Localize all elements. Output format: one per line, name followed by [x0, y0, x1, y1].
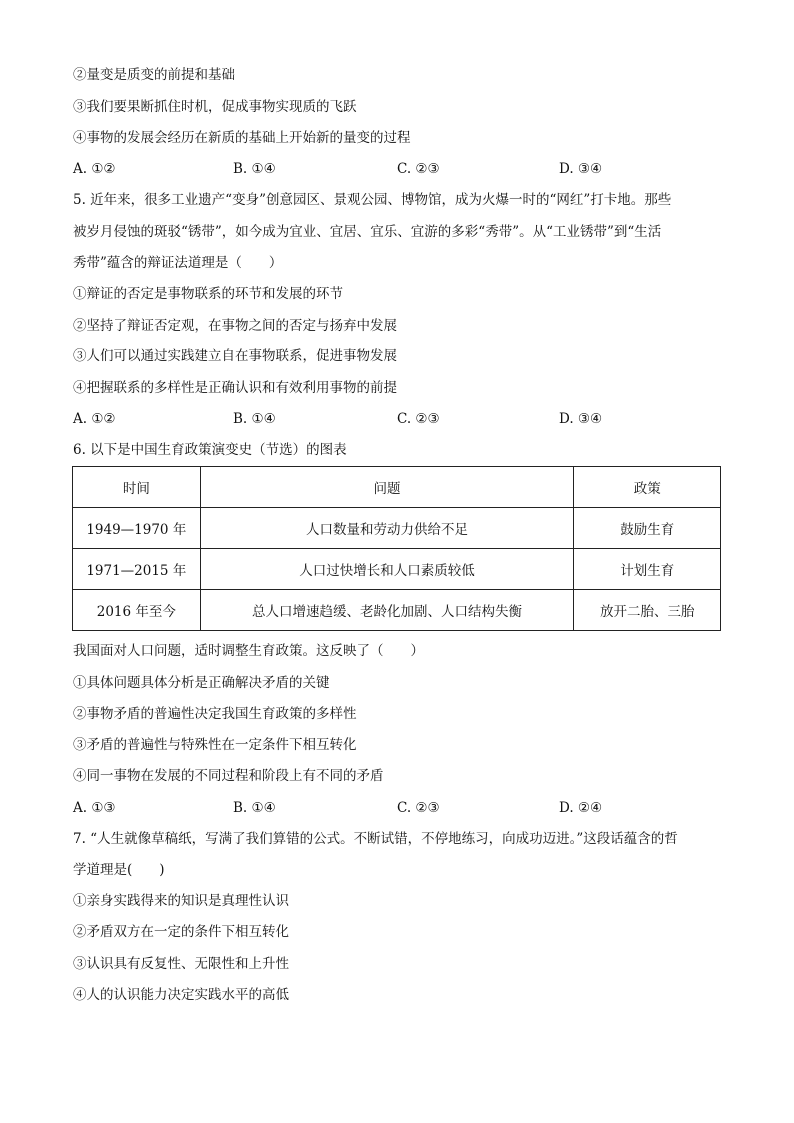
q7-statement-3: ③认识具有反复性、无限性和上升性 [73, 956, 289, 972]
q5-stem-line-3: 秀带”蕴含的辩证法道理是（ ） [73, 255, 283, 271]
q6-statement-2: ②事物矛盾的普遍性决定我国生育政策的多样性 [73, 706, 357, 722]
q5-option-d[interactable]: D. ③④ [559, 411, 603, 427]
q6-option-c[interactable]: C. ②③ [397, 800, 440, 816]
q7-stem-line-1: 7. “人生就像草稿纸，写满了我们算错的公式。不断试错，不停地练习，向成功迈进。”这段话蕴含的哲 [73, 831, 678, 847]
policy-table [72, 466, 721, 631]
table-cell-policy: 放开二胎、三胎 [574, 590, 721, 631]
q6-option-a[interactable]: A. ①③ [73, 800, 116, 816]
q5-statement-1: ①辩证的否定是事物联系的环节和发展的环节 [73, 286, 343, 302]
table-cell-policy: 计划生育 [574, 549, 721, 590]
q5-stem-line-1: 5. 近年来，很多工业遗产“变身”创意园区、景观公园、博物馆，成为火爆一时的“网红”打卡地。那些 [73, 192, 672, 208]
table-header-policy: 政策 [574, 467, 721, 508]
q5-stem-line-2: 被岁月侵蚀的斑驳“锈带”，如今成为宜业、宜居、宜乐、宜游的多彩“秀带”。从“工业锈带”到“生活 [73, 224, 662, 240]
q5-statement-3: ③人们可以通过实践建立自在事物联系，促进事物发展 [73, 348, 397, 364]
q5-statement-2: ②坚持了辩证否定观，在事物之间的否定与扬弃中发展 [73, 318, 397, 334]
q7-statement-4: ④人的认识能力决定实践水平的高低 [73, 987, 289, 1003]
q6-follow-text: 我国面对人口问题，适时调整生育政策。这反映了（ ） [73, 643, 424, 659]
q4-statement-2: ②量变是质变的前提和基础 [73, 67, 235, 83]
q6-statement-3: ③矛盾的普遍性与特殊性在一定条件下相互转化 [73, 737, 357, 753]
table-header-time: 时间 [73, 467, 201, 508]
table-row [73, 549, 721, 590]
table-row [73, 508, 721, 549]
table-cell-problem: 人口数量和劳动力供给不足 [200, 508, 574, 549]
q4-statement-3: ③我们要果断抓住时机，促成事物实现质的飞跃 [73, 99, 357, 115]
q7-stem-line-2: 学道理是( ) [73, 862, 165, 878]
table-cell-problem: 总人口增速趋缓、老龄化加剧、人口结构失衡 [200, 590, 574, 631]
q6-statement-1: ①具体问题具体分析是正确解决矛盾的关键 [73, 675, 330, 691]
q5-statement-4: ④把握联系的多样性是正确认识和有效利用事物的前提 [73, 380, 397, 396]
q5-option-b[interactable]: B. ①④ [233, 411, 276, 427]
q4-statement-4: ④事物的发展会经历在新质的基础上开始新的量变的过程 [73, 130, 411, 146]
q5-option-c[interactable]: C. ②③ [397, 411, 440, 427]
q6-stem: 6. 以下是中国生育政策演变史（节选）的图表 [73, 442, 347, 458]
q4-option-d[interactable]: D. ③④ [559, 161, 603, 177]
q6-option-b[interactable]: B. ①④ [233, 800, 276, 816]
q5-option-a[interactable]: A. ①② [73, 411, 116, 427]
q7-statement-1: ①亲身实践得来的知识是真理性认识 [73, 893, 289, 909]
table-cell-time: 1971—2015 年 [73, 549, 201, 590]
table-row [73, 590, 721, 631]
table-header-problem: 问题 [200, 467, 574, 508]
q4-option-a[interactable]: A. ①② [73, 161, 116, 177]
table-cell-problem: 人口过快增长和人口素质较低 [200, 549, 574, 590]
table-cell-time: 1949—1970 年 [73, 508, 201, 549]
table-cell-policy: 鼓励生育 [574, 508, 721, 549]
table-header-row [73, 467, 721, 508]
q4-option-b[interactable]: B. ①④ [233, 161, 276, 177]
q6-statement-4: ④同一事物在发展的不同过程和阶段上有不同的矛盾 [73, 768, 384, 784]
q7-statement-2: ②矛盾双方在一定的条件下相互转化 [73, 924, 289, 940]
q6-option-d[interactable]: D. ②④ [559, 800, 603, 816]
q4-option-c[interactable]: C. ②③ [397, 161, 440, 177]
table-cell-time: 2016 年至今 [73, 590, 201, 631]
